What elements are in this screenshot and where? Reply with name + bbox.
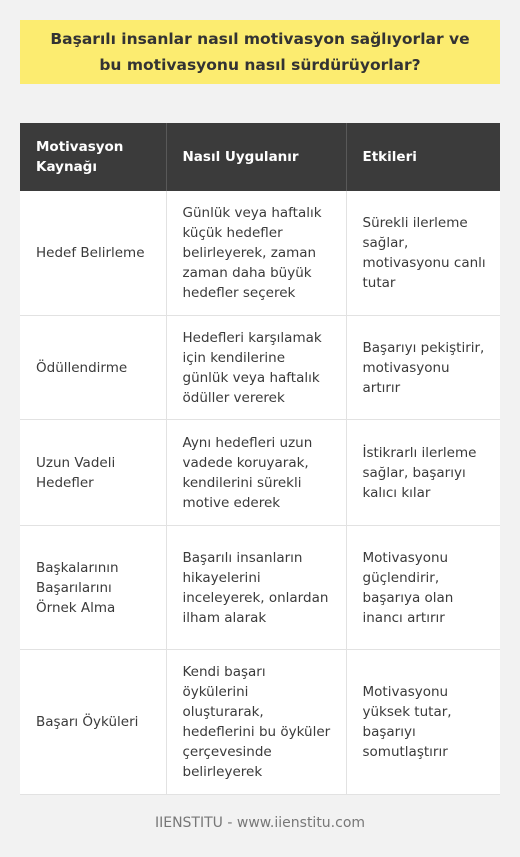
cell-source: Başkalarının Başarılarını Örnek Alma — [20, 526, 166, 650]
header-how-applied: Nasıl Uygulanır — [166, 123, 346, 191]
cell-effect: İstikrarlı ilerleme sağlar, başarıyı kalıcı kılar — [346, 420, 500, 526]
cell-source: Uzun Vadeli Hedefler — [20, 420, 166, 526]
header-effects: Etkileri — [346, 123, 500, 191]
cell-method: Günlük veya haftalık küçük hedefler belirleyerek, zaman zaman daha büyük hedefler seçerek — [166, 191, 346, 316]
table-row — [20, 650, 500, 795]
table-header-row — [20, 123, 500, 191]
table-row — [20, 191, 500, 316]
table-row — [20, 420, 500, 526]
cell-method: Başarılı insanların hikayelerini inceleyerek, onlardan ilham alarak — [166, 526, 346, 650]
page-title: Başarılı insanlar nasıl motivasyon sağlıyorlar ve bu motivasyonu nasıl sürdürüyorlar? — [50, 30, 470, 74]
cell-method: Kendi başarı öykülerini oluşturarak, hedeflerini bu öyküler çerçevesinde belirleyerek — [166, 650, 346, 795]
cell-source: Hedef Belirleme — [20, 191, 166, 316]
cell-effect: Motivasyonu güçlendirir, başarıya olan inancı artırır — [346, 526, 500, 650]
motivation-table — [20, 123, 500, 795]
cell-source: Ödüllendirme — [20, 316, 166, 420]
table-row — [20, 526, 500, 650]
cell-source: Başarı Öyküleri — [20, 650, 166, 795]
cell-effect: Motivasyonu yüksek tutar, başarıyı somutlaştırır — [346, 650, 500, 795]
header-motivation-source: Motivasyon Kaynağı — [20, 123, 166, 191]
cell-effect: Sürekli ilerleme sağlar, motivasyonu canlı tutar — [346, 191, 500, 316]
cell-method: Aynı hedefleri uzun vadede koruyarak, kendilerini sürekli motive ederek — [166, 420, 346, 526]
table-row — [20, 316, 500, 420]
title-banner — [20, 20, 500, 84]
cell-effect: Başarıyı pekiştirir, motivasyonu artırır — [346, 316, 500, 420]
footer-credit: IIENSTITU - www.iienstitu.com — [154, 815, 366, 831]
cell-method: Hedefleri karşılamak için kendilerine günlük veya haftalık ödüller vererek — [166, 316, 346, 420]
